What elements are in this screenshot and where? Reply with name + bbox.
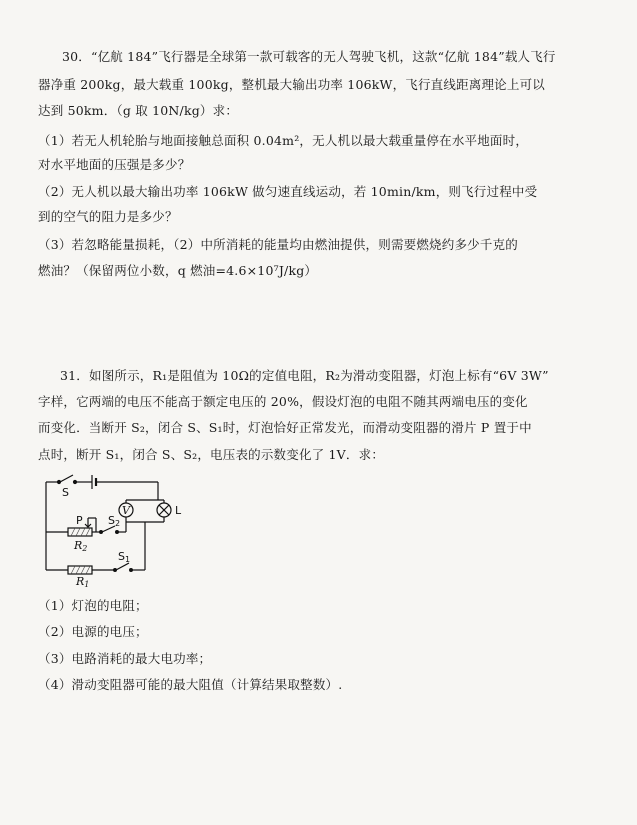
q30-part-3-line-2: 燃油？（保留两位小数，q 燃油=4.6×10⁷J/kg）	[38, 263, 318, 278]
q30-part-3-line-1: （3）若忽略能量损耗，（2）中所消耗的能量均由燃油提供，则需要燃烧约多少千克的	[38, 237, 518, 252]
voltmeter-label: V	[122, 504, 130, 517]
switch-s1-blade	[116, 563, 129, 570]
r1-label: R1	[76, 575, 90, 588]
q30-part-2-line-1: （2）无人机以最大输出功率 106kW 做匀速直线运动，若 10min/km，则飞行过程中受	[38, 184, 538, 199]
q31-line-4: 点时，断开 S₁，闭合 S、S₂，电压表的示数变化了 1V．求：	[38, 447, 385, 462]
q30-part-1-line-1: （1）若无人机轮胎与地面接触总面积 0.04m²，无人机以最大载重量停在水平地面时，	[38, 133, 529, 148]
switch-s1-pivot	[114, 569, 117, 572]
q31-line-1: 31．如图所示，R₁是阻值为 10Ω的定值电阻，R₂为滑动变阻器，灯泡上标有“6V 3W”	[60, 368, 549, 383]
switch-s1-label: S1	[118, 550, 131, 564]
q31-sub-1: （1）灯泡的电阻；	[38, 598, 148, 613]
q31-sub-2: （2）电源的电压；	[38, 624, 148, 639]
r2-label: R2	[74, 539, 88, 553]
circuit-diagram	[40, 470, 200, 588]
q31-line-3: 而变化．当断开 S₂，闭合 S、S₁时，灯泡恰好正常发光，而滑动变阻器的滑片 P 置于中	[38, 420, 532, 435]
switch-s1-contact	[130, 569, 133, 572]
switch-s2-label: S2	[108, 514, 121, 528]
q30-line-1: 30．“亿航 184”飞行器是全球第一款可载客的无人驾驶飞机，这款“亿航 184”载人飞行	[62, 49, 556, 64]
q30-line-3: 达到 50km．（g 取 10N/kg）求：	[38, 103, 239, 118]
q31-sub-4: （4）滑动变阻器可能的最大阻值（计算结果取整数）.	[38, 677, 343, 692]
circuit-svg	[40, 470, 200, 588]
lamp-label: L	[175, 504, 182, 517]
switch-s2-contact	[116, 531, 119, 534]
q31-line-2: 字样，它两端的电压不能高于额定电压的 20%，假设灯泡的电阻不随其两端电压的变化	[38, 394, 528, 409]
switch-s-blade	[60, 475, 73, 482]
q30-part-1-line-2: 对水平地面的压强是多少？	[38, 157, 191, 172]
switch-s-label: S	[62, 486, 69, 499]
slider-p-label: P	[76, 514, 83, 527]
switch-s2-pivot	[100, 531, 103, 534]
q30-line-2: 器净重 200kg，最大载重 100kg，整机最大输出功率 106kW，飞行直线距离理论上可以	[38, 77, 545, 92]
q30-part-2-line-2: 到的空气的阻力是多少？	[38, 209, 178, 224]
q31-sub-3: （3）电路消耗的最大电功率；	[38, 651, 212, 666]
